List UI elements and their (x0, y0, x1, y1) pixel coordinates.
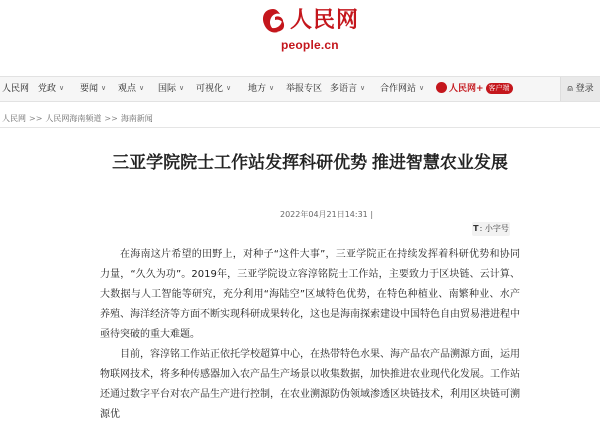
text-size-icon: T (473, 224, 479, 233)
nav-item-home[interactable]: 人民网 (2, 84, 30, 94)
client-badge: 客户端 (486, 83, 513, 94)
site-header (0, 0, 600, 76)
chevron-down-icon: ∨ (59, 84, 65, 92)
client-app-link[interactable]: 人民网+ 客户端 (436, 82, 513, 96)
article-paragraph: 目前，容淳铭工作站正依托学校超算中心，在热带特色水果、海产品农产品溯源方面，运用物联网技术，将多种传感器加入农产品生产场景以收集数据，加快推进农业现代化发展。工作站还通过数字平台对农产品生产进行控制，在农业溯源防伪领域渗透区块链技术，利用区块链可溯源优 (100, 349, 520, 420)
chevron-down-icon: ∨ (101, 84, 107, 92)
breadcrumb: 人民网 >> 人民网海南频道 >> 海南新闻 (2, 114, 153, 123)
breadcrumb-section[interactable]: 海南新闻 (120, 114, 153, 123)
main-nav (0, 76, 600, 102)
nav-item-party[interactable]: 党政 ∨ (38, 77, 64, 101)
people-logo-icon[interactable] (258, 6, 288, 36)
divider (0, 127, 600, 128)
breadcrumb-home[interactable]: 人民网 (2, 114, 26, 123)
breadcrumb-channel[interactable]: 人民网海南频道 (45, 114, 102, 123)
chevron-down-icon: ∨ (226, 84, 232, 92)
nav-item-international[interactable]: 国际 ∨ (158, 77, 184, 101)
login-button[interactable]: ⍝ 登录 (560, 77, 600, 101)
article-paragraph: 在海南这片希望的田野上，对种子“这件大事”，三亚学院正在持续发挥着科研优势和协同力量，“久久为功”。2019年，三亚学院设立容淳铭院士工作站，主要致力于区块链、云计算、大数据与人工智能等研究，充分利用“海陆空”区域特色优势，在特色种植业、南繁种业、水产养殖、海洋经济等方面不断实现科研成果转化，这也是海南探索建设中国特色自由贸易港进程中亟待突破的重大难题。 (100, 249, 520, 340)
people-plus-icon (436, 82, 447, 93)
chevron-down-icon: ∨ (269, 84, 275, 92)
nav-item-local[interactable]: 地方 ∨ (248, 77, 274, 101)
nav-item-languages[interactable]: 多语言 ∨ (330, 77, 365, 101)
chevron-down-icon: ∨ (419, 84, 425, 92)
article-meta: 2022年04月21日14:31 | (280, 210, 374, 219)
nav-item-news[interactable]: 要闻 ∨ (80, 77, 106, 101)
logo-text[interactable]: 人民网 (290, 7, 360, 33)
nav-item-opinion[interactable]: 观点 ∨ (118, 77, 144, 101)
user-icon: ⍝ (567, 84, 573, 94)
nav-item-report[interactable]: 举报专区 (286, 84, 323, 94)
nav-item-visual[interactable]: 可视化 ∨ (196, 77, 231, 101)
chevron-down-icon: ∨ (139, 84, 145, 92)
logo-domain[interactable]: people.cn (281, 38, 339, 52)
font-size-toggle[interactable]: T: 小字号 (472, 222, 510, 236)
article-title: 三亚学院院士工作站发挥科研优势 推进智慧农业发展 (112, 153, 508, 172)
nav-item-partners[interactable]: 合作网站 ∨ (380, 77, 424, 101)
chevron-down-icon: ∨ (179, 84, 185, 92)
chevron-down-icon: ∨ (360, 84, 366, 92)
